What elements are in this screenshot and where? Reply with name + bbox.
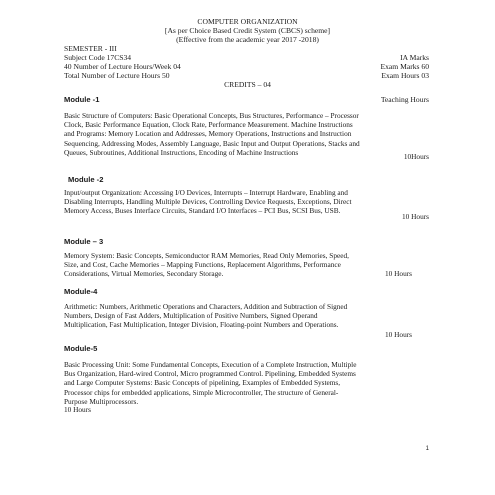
module-3-hours: 10 Hours [385,269,412,278]
module-1-content [64,111,430,157]
module-5-line: Bus Organization, Hard-wired Control, Micro programmed Control. Pipelining, Embedded Systems [64,369,356,379]
module-1-line: Sequencing, Addressing Modes, Assembly Language, Basic Input and Output Operations, Stacks and [64,138,360,148]
exam-hours: Exam Hours 03 [381,71,429,80]
module-2-line: Memory Access, Buses Interface Circuits, Standard I/O Interfaces – PCI Bus, SCSI Bus, USB. [64,206,341,216]
module-3-line: Size, and Cost, Cache Memories – Mapping Functions, Replacement Algorithms, Performance [64,260,341,270]
module-2-hours: 10 Hours [402,212,429,221]
module-4-heading: Module-4 [64,287,98,296]
module-3-line: Considerations, Virtual Memories, Secondary Storage. [64,269,224,279]
semester: SEMESTER - III [64,44,117,53]
module-5-line: Purpose Multiprocessors. [64,396,139,406]
exam-marks: Exam Marks 60 [380,62,429,71]
module-2-line: Disabling Interrupts, Handling Multiple Devices, Controlling Device Requests, Exceptions, Direct [64,197,352,207]
teaching-hours-label: Teaching Hours [380,95,429,104]
module-4-line: Numbers, Design of Fast Adders, Multiplication of Positive Numbers, Signed Operand [64,311,318,321]
module-2-heading: Module -2 [68,175,104,184]
module-1-heading: Module -1 [64,95,100,104]
page-number: 1 [425,446,429,452]
module-4-content [64,302,430,330]
module-4-line: Multiplication, Fast Multiplication, Integer Division, Floating-point Numbers and Operations. [64,320,339,330]
module-3-heading: Module – 3 [64,237,104,246]
credits: CREDITS – 04 [224,80,271,89]
ia-marks: IA Marks [400,53,429,62]
module-5-line: and Large Computer Systems: Basic Concepts of pipelining, Examples of Embedded Systems, [64,378,341,388]
course-title: COMPUTER ORGANIZATION [197,17,298,26]
module-1-line: and Programs: Memory Location and Addresses, Memory Operations, Instructions and Instruction [64,129,352,139]
module-5-hours: 10 Hours [64,405,91,414]
module-4-line: Arithmetic: Numbers, Arithmetic Operations and Characters, Addition and Subtraction of Signed [64,302,348,311]
course-effective-year: (Effective from the academic year 2017 -2018) [176,35,319,44]
module-2-line: Input/output Organization: Accessing I/O Devices, Interrupts – Interrupt Hardware, Enabling and [64,188,348,197]
module-5-line: Basic Processing Unit: Some Fundamental Concepts, Execution of a Complete Instruction, Multiple [64,360,357,369]
module-2-content [64,188,430,216]
module-5-content [64,360,430,406]
subject-code: Subject Code 17CS34 [64,53,132,62]
module-1-line: Basic Structure of Computers: Basic Operational Concepts, Bus Structures, Performance – Processor [64,111,359,120]
module-5-heading: Module-5 [64,344,98,353]
module-3-content [64,251,430,279]
course-scheme: [As per Choice Based Credit System (CBCS) scheme] [164,26,331,35]
module-1-line: Queues, Subroutines, Additional Instructions, Encoding of Machine Instructions [64,147,299,157]
total-lecture-hours: Total Number of Lecture Hours 50 [64,71,170,80]
module-3-line: Memory System: Basic Concepts, Semiconductor RAM Memories, Read Only Memories, Speed, [64,251,349,260]
lecture-hours-per-week: 40 Number of Lecture Hours/Week 04 [64,62,181,71]
module-1-line: Clock, Basic Performance Equation, Clock Rate, Performance Measurement. Machine Instructions [64,120,353,130]
module-1-hours: 10Hours [403,152,429,161]
module-4-hours: 10 Hours [385,330,412,339]
module-5-line: Processor chips for embedded applications, Simple Microcontroller, The structure of General- [64,387,339,397]
